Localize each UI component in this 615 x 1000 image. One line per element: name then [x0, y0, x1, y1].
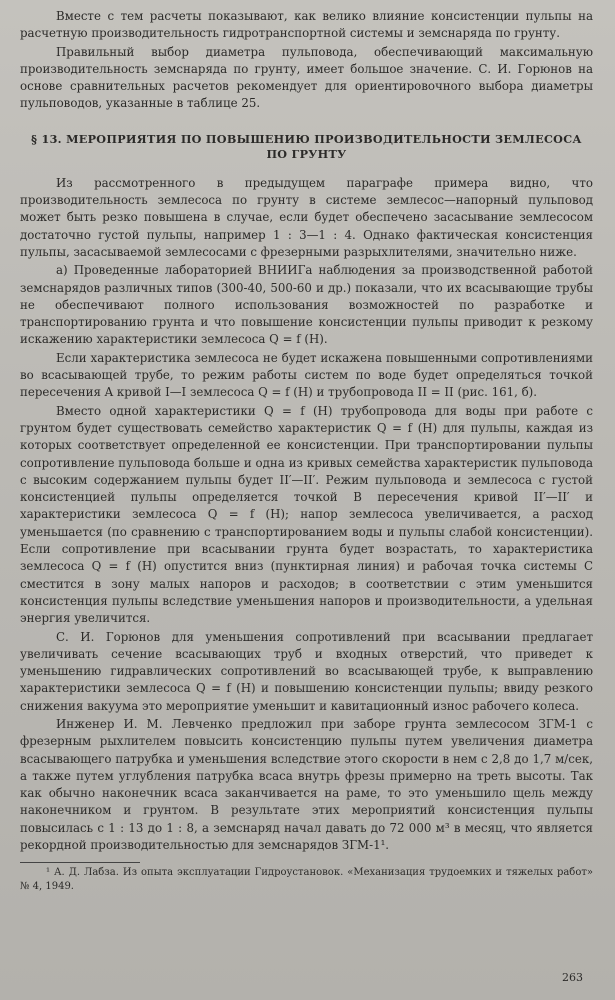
paragraph: Из рассмотренного в предыдущем параграфе примера видно, что производительность землесоса по грунту в системе землесос—напорный пульповод может быть резко повышена в случае, если будет обеспечено засасывание землесосом достаточно густой пульпы, например 1 : 3—1 : 4. Однако фактическая консистенция пульпы, засасываемой землесосами с фрезерными разрыхлителями, значительно ниже.: [20, 175, 593, 259]
paragraph: а) Проведенные лабораторией ВНИИГа наблюдения за производственной работой земснарядов различных типов (300-40, 500-60 и др.) показали, что их всасывающие трубы не обеспечивают полного использования возможностей по разработке и транспортированию грунта и что повышение консистенции пульпы приводит к резкому искажению характеристики землесоса Q = f (H).: [20, 263, 593, 347]
footnote: ¹ А. Д. Лабза. Из опыта эксплуатации Гидроустановок. «Механизация трудоемких и тяжелых работ» № 4, 1949.: [20, 867, 593, 893]
paragraph: С. И. Горюнов для уменьшения сопротивлений при всасывании предлагает увеличивать сечение всасывающих труб и входных отверстий, что приведет к уменьшению гидравлических сопротивлений во всасывающей трубе, к выправлению характеристики землесоса Q = f (H) и повышению консистенции пульпы; ввиду резкого снижения вакуума это мероприятие уменьшит и кавитационный износ рабочего колеса.: [20, 629, 593, 713]
page-number: 263: [562, 971, 583, 984]
paragraph: Вместе с тем расчеты показывают, как велико влияние консистенции пульпы на расчетную производительность гидротранспортной системы и земснаряда по грунту.: [20, 9, 593, 41]
body-text: [20, 8, 593, 854]
section-heading: § 13. МЕРОПРИЯТИЯ ПО ПОВЫШЕНИЮ ПРОИЗВОДИТЕЛЬНОСТИ ЗЕМЛЕСОСА ПО ГРУНТУ: [31, 131, 582, 161]
paragraph: Вместо одной характеристики Q = f (H) трубопровода для воды при работе с грунтом будет существовать семейство характеристик Q = f (H) для пульпы, каждая из которых соответствует определенной ее консистенции. При транспортировании пульпы сопротивление пульповода больше и одна из кривых семейства характеристик пульповода с высоким содержанием пульпы будет II′—II′. Режим пульповода и землесоса с густой консистенцией пульпы определяется точкой B пересечения кривой II′—II′ и характеристики землесоса Q = f (H); напор землесоса увеличивается, а расход уменьшается (по сравнению с транспортированием воды и пульпы слабой консистенции). Если сопротивление при всасывании грунта будет возрастать, то характеристика землесоса Q = f (H) опустится вниз (пунктирная линия) и рабочая точка системы C сместится в зону малых напоров и расходов; в соответствии с этим уменьшится консистенция пульпы вследствие уменьшения напоров и производительности, а удельная энергия увеличится.: [20, 403, 593, 626]
footnote-divider: [20, 862, 140, 863]
paragraph: Инженер И. М. Левченко предложил при заборе грунта землесосом ЗГМ-1 с фрезерным рыхлителем повысить консистенцию пульпы путем увеличения диаметра всасывающего патрубка и уменьшения вследствие этого скорости в нем с 2,8 до 1,7 м/сек, а также путем углубления патрубка всаса внутрь фрезы примерно на треть высоты. Так как обычно наконечник всаса заканчивается на раме, то это уменьшило щель между наконечником и грунтом. В результате этих мероприятий консистенция пульпы повысилась с 1 : 13 до 1 : 8, а земснаряд начал давать до 72 000 м³ в месяц, что является рекордной производительностью для земснарядов ЗГМ-1¹.: [20, 716, 593, 853]
paragraph: Правильный выбор диаметра пульповода, обеспечивающий максимальную производительность земснаряда по грунту, имеет большое значение. С. И. Горюнов на основе сравнительных расчетов рекомендует для ориентировочного выбора диаметры пульповодов, указанные в таблице 25.: [20, 44, 593, 111]
paragraph: Если характеристика землесоса не будет искажена повышенными сопротивлениями во всасывающей трубе, то режим работы систем по воде будет определяться точкой пересечения A кривой I—I землесоса Q = f (H) и трубопровода II = II (рис. 161, б).: [20, 350, 593, 400]
